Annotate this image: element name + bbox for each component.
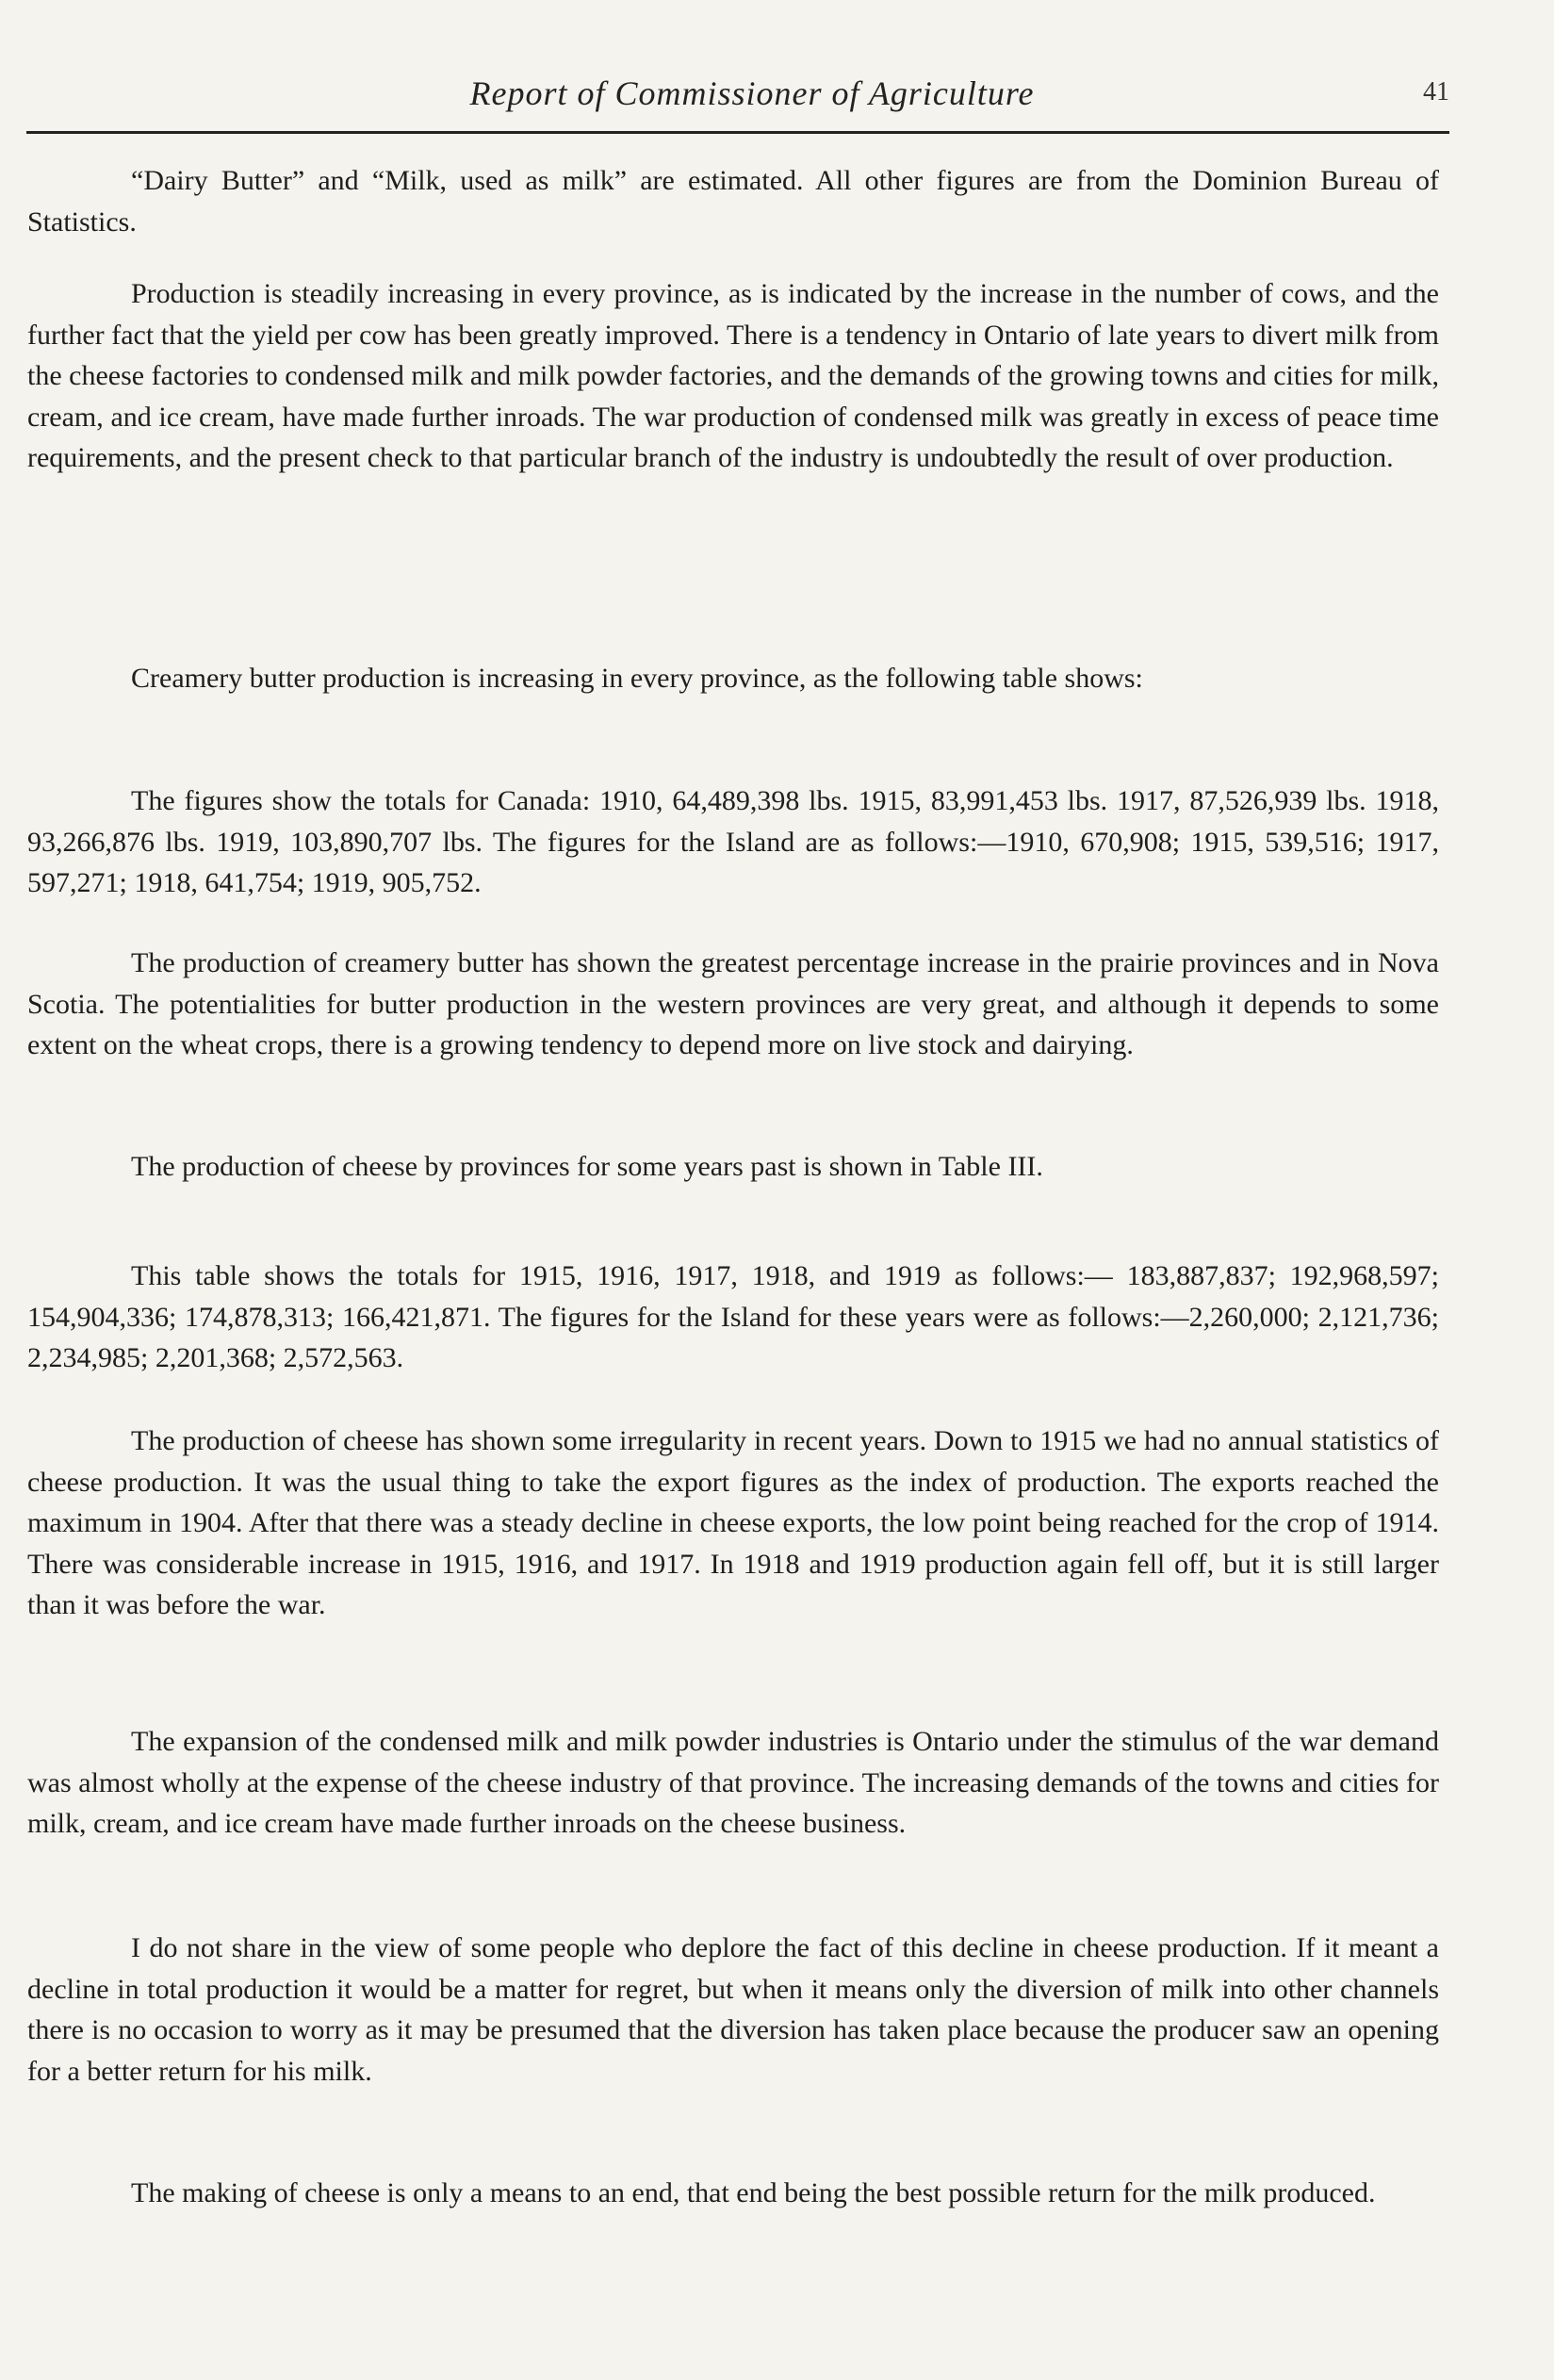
page-number: 41 <box>1423 77 1449 107</box>
paragraph-sources-note: “Dairy Butter” and “Milk, used as milk” are estimated. All other figures are from the Dominion Bureau of Statistics. <box>27 165 1439 238</box>
paragraph-butter-percentage-increase: The production of creamery butter has shown the greatest percentage increase in the prairie provinces and in Nova Scotia. The potentialities for butter production in the western provinces are very great, and although it depends to some extent on the wheat crops, there is a growing tendency to depend more on live stock and dairying. <box>27 947 1439 1060</box>
paragraph-condensed-milk-expansion: The expansion of the condensed milk and milk powder industries is Ontario under the stimulus of the war demand was almost wholly at the expense of the cheese industry of that province. The increasing demands of the towns and cities for milk, cream, and ice cream have made further inroads on the cheese business. <box>27 1726 1439 1839</box>
paragraph-cheese-totals: This table shows the totals for 1915, 1916, 1917, 1918, and 1919 as follows:— 183,887,837; 192,968,597; 154,904,336; 174,878,313; 166,421,871. The figures for the Island for these years were as follows:—2,260,000; 2,121,736; 2,234,985; 2,201,368; 2,572,563. <box>27 1260 1439 1373</box>
paragraph-cheese-irregularity: The production of cheese has shown some irregularity in recent years. Down to 1915 we had no annual statistics of cheese production. It was the usual thing to take the export figures as the index of production. The exports reached the maximum in 1904. After that there was a steady decline in cheese exports, the low point being reached for the crop of 1914. There was considerable increase in 1915, 1916, and 1917. In 1918 and 1919 production again fell off, but it is still larger than it was before the war. <box>27 1425 1439 1620</box>
paragraph-cheese-making-purpose: The making of cheese is only a means to an end, that end being the best possible return for the milk produced. <box>131 2177 1376 2208</box>
paragraph-creamery-butter-totals: The figures show the totals for Canada: 1910, 64,489,398 lbs. 1915, 83,991,453 lbs. 1917, 87,526,939 lbs. 1918, 93,266,876 lbs. 1919, 103,890,707 lbs. The figures for the Island are as follows:—1910, 670,908; 1915, 539,516; 1917, 597,271; 1918, 641,754; 1919, 905,752. <box>27 785 1439 898</box>
running-title: Report of Commissioner of Agriculture <box>469 74 1035 112</box>
paragraph-creamery-butter-intro: Creamery butter production is increasing in every province, as the following table shows: <box>131 663 1143 694</box>
header-rule <box>26 131 1449 134</box>
paragraph-production-increase: Production is steadily increasing in every province, as is indicated by the increase in the number of cows, and the further fact that the yield per cow has been greatly improved. There is a tendency in Ontario of late years to divert milk from the cheese factories to condensed milk and milk powder factories, and the demands of the growing towns and cities for milk, cream, and ice cream, have made further inroads. The war production of condensed milk was greatly in excess of peace time requirements, and the present check to that particular branch of the industry is undoubtedly the result of over production. <box>27 278 1439 473</box>
page-header <box>26 74 1449 130</box>
paragraph-cheese-table-reference: The production of cheese by provinces for some years past is shown in Table III. <box>131 1151 1043 1182</box>
paragraph-decline-view: I do not share in the view of some people who deplore the fact of this decline in cheese production. If it meant a decline in total production it would be a matter for regret, but when it means only the diversion of milk into other channels there is no occasion to worry as it may be presumed that the diversion has taken place because the producer saw an opening for a better return for his milk. <box>27 1932 1439 2087</box>
